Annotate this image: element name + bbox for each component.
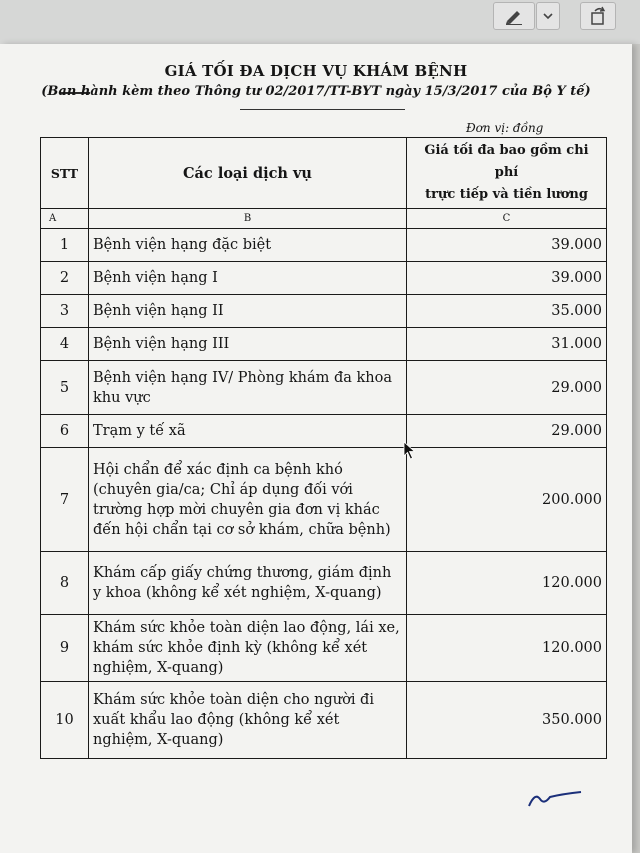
app-toolbar	[0, 0, 640, 44]
header-stt: STT	[41, 138, 89, 209]
row-stt: 1	[41, 229, 89, 262]
code-c: C	[407, 209, 607, 229]
rotate-icon	[587, 6, 609, 26]
row-service: Hội chẩn để xác định ca bệnh khó (chuyên gia/ca; Chỉ áp dụng đối với trường hợp mời chuyên gia đơn vị khác đến hội chẩn tại cơ sở khám, chữa bệnh)	[89, 448, 407, 552]
column-code-row	[41, 209, 607, 229]
code-a: A	[41, 209, 89, 229]
table-row	[41, 682, 607, 759]
subtitle-underline	[240, 109, 405, 110]
signature-mark	[526, 786, 584, 812]
row-price: 39.000	[407, 262, 607, 295]
row-price: 200.000	[407, 448, 607, 552]
row-price: 35.000	[407, 295, 607, 328]
unit-label: Đơn vị: đồng	[466, 121, 544, 135]
row-service: Bệnh viện hạng I	[89, 262, 407, 295]
row-stt: 5	[41, 361, 89, 415]
price-table	[40, 137, 607, 759]
markup-pen-button[interactable]	[493, 2, 535, 30]
row-service: Khám sức khỏe toàn diện lao động, lái xe, khám sức khỏe định kỳ (không kể xét nghiệm, X-quang)	[89, 615, 407, 682]
row-stt: 4	[41, 328, 89, 361]
header-price	[407, 138, 607, 209]
table-header-row	[41, 138, 607, 209]
row-stt: 9	[41, 615, 89, 682]
mouse-pointer-icon	[403, 441, 417, 461]
code-b: B	[89, 209, 407, 229]
row-service: Bệnh viện hạng IV/ Phòng khám đa khoa khu vực	[89, 361, 407, 415]
rotate-button[interactable]	[580, 2, 616, 30]
markup-options-button[interactable]	[536, 2, 560, 30]
chevron-down-icon	[542, 11, 554, 21]
table-row	[41, 328, 607, 361]
row-service: Khám sức khỏe toàn diện cho người đi xuất khẩu lao động (không kể xét nghiệm, X-quang)	[89, 682, 407, 759]
row-price: 31.000	[407, 328, 607, 361]
table-row	[41, 262, 607, 295]
row-service: Bệnh viện hạng II	[89, 295, 407, 328]
document-title: GIÁ TỐI ĐA DỊCH VỤ KHÁM BỆNH	[164, 62, 468, 80]
row-service: Khám cấp giấy chứng thương, giám định y khoa (không kể xét nghiệm, X-quang)	[89, 552, 407, 615]
row-service: Bệnh viện hạng đặc biệt	[89, 229, 407, 262]
header-service: Các loại dịch vụ	[89, 138, 407, 209]
row-price: 29.000	[407, 361, 607, 415]
row-price: 29.000	[407, 415, 607, 448]
header-price-line1: Giá tối đa bao gồm chi phí	[424, 143, 589, 180]
row-stt: 8	[41, 552, 89, 615]
row-price: 120.000	[407, 615, 607, 682]
header-price-line2: trực tiếp và tiền lương	[425, 187, 588, 202]
row-price: 350.000	[407, 682, 607, 759]
document-subtitle: (Ban hành kèm theo Thông tư 02/2017/TT-BYT ngày 15/3/2017 của Bộ Y tế)	[41, 84, 591, 99]
row-price: 39.000	[407, 229, 607, 262]
row-stt: 2	[41, 262, 89, 295]
row-price: 120.000	[407, 552, 607, 615]
table-row	[41, 415, 607, 448]
table-row	[41, 229, 607, 262]
row-stt: 3	[41, 295, 89, 328]
row-service: Trạm y tế xã	[89, 415, 407, 448]
table-row	[41, 615, 607, 682]
row-stt: 6	[41, 415, 89, 448]
row-stt: 10	[41, 682, 89, 759]
table-row	[41, 361, 607, 415]
pen-icon	[503, 7, 525, 25]
table-row	[41, 552, 607, 615]
table-row	[41, 448, 607, 552]
row-stt: 7	[41, 448, 89, 552]
table-row	[41, 295, 607, 328]
row-service: Bệnh viện hạng III	[89, 328, 407, 361]
